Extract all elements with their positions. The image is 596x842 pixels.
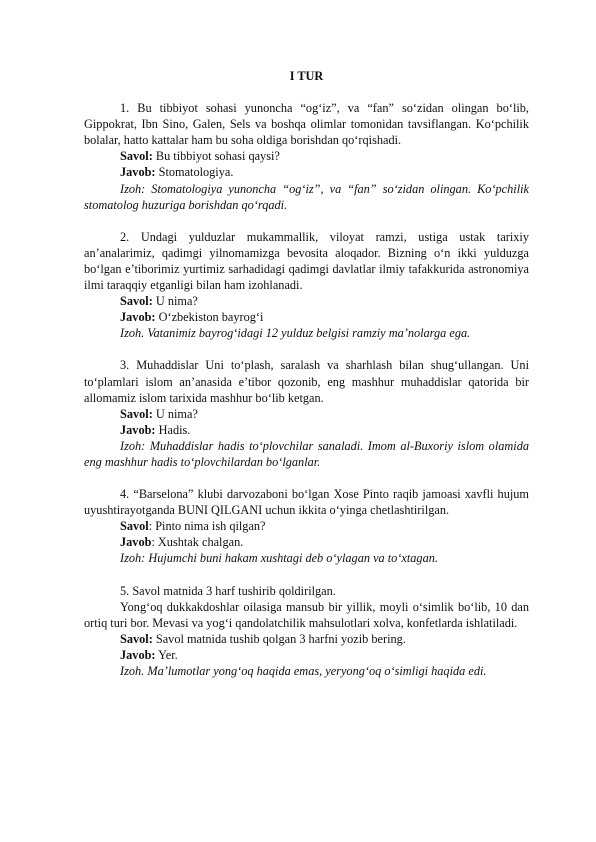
question-number: 4. [120, 487, 130, 502]
izoh-note: Izoh: Hujumchi buni hakam xushtagi deb o‘ylagan va to‘xtagan. [120, 551, 438, 566]
savol-label: Savol: [120, 294, 153, 309]
javob-label: Javob [120, 535, 152, 550]
question-number: 1. [120, 101, 130, 116]
savol-line [84, 148, 529, 164]
question-5 [84, 583, 529, 680]
savol-label: Savol: [120, 406, 153, 421]
question-number: 3. [120, 358, 130, 373]
question-text [84, 583, 529, 599]
javob-text: Stomatologiya. [155, 165, 234, 180]
savol-text: Bu tibbiyot sohasi qaysi? [152, 149, 280, 164]
javob-line [84, 534, 529, 550]
javob-label: Javob: [120, 647, 156, 662]
savol-label: Savol [120, 519, 149, 534]
javob-line [84, 422, 529, 438]
savol-line [84, 631, 529, 647]
savol-label: Savol: [120, 149, 153, 164]
savol-text: Savol matnida tushib qolgan 3 harfni yozib bering. [152, 631, 406, 646]
izoh-note: Izoh. Vatanimiz bayrog‘idagi 12 yulduz belgisi ramziy ma’nolarga ega. [120, 326, 471, 341]
question-body: Muhaddislar Uni to‘plash, saralash va sharhlash bilan shug‘ullangan. Uni to‘plamlari islom an’anasida e’tibor qozonib, eng mashhur muhaddislar qatorida bir allomamiz islom tarixida mashhur bo‘lib ketgan. [84, 358, 529, 405]
question-1 [84, 100, 529, 213]
javob-line [84, 647, 529, 663]
javob-label: Javob: [120, 422, 156, 437]
question-text-2: Yong‘oq dukkakdoshlar oilasiga mansub bir yillik, moyli o‘simlik bo‘lib, 10 dan ortiq turi bor. Mevasi va yog‘i qandolatchilik mahsulotlari xolva, konfetlarda ishlatiladi. [84, 599, 529, 630]
document-page [84, 68, 529, 695]
javob-line [84, 309, 529, 325]
javob-text: O‘zbekiston bayrog‘i [155, 310, 264, 325]
question-body: Savol matnida 3 harf tushirib qoldirilgan. [132, 583, 336, 598]
question-4 [84, 486, 529, 566]
question-number: 2. [120, 229, 130, 244]
savol-text: U nima? [152, 294, 198, 309]
question-body: Bu tibbiyot sohasi yunoncha “og‘iz”, va “fan” so‘zidan olingan bo‘lib, Gippokrat, Ibn Sino, Galen, Sels va boshqa olimlar tomonidan tavsiflangan. Ko‘pchilik bolalar, hatto kattalar ham bu soha oldiga borishdan qo‘rqishadi. [84, 101, 529, 148]
question-text [84, 486, 529, 518]
javob-text: Yer. [155, 647, 178, 662]
izoh-note: Izoh: Muhaddislar hadis to‘plovchilar sanaladi. Imom al-Buxoriy islom olamida eng mashhur hadis to‘plovchilardan bo‘lganlar. [84, 438, 529, 469]
savol-line [84, 518, 529, 534]
page-title: I TUR [289, 69, 324, 83]
savol-line [84, 293, 529, 309]
javob-label: Javob: [120, 310, 156, 325]
javob-text: Hadis. [155, 422, 191, 437]
javob-text: : Xushtak chalgan. [151, 535, 244, 550]
javob-line [84, 164, 529, 180]
question-body: Undagi yulduzlar mukammallik, viloyat ramzi, ustiga ustak tarixiy an’analarimiz, qadimgi yilnomamizga bevosita aloqador. Bizning o‘n ikki yulduzga bo‘lgan e’tiborimiz yurtimiz sarhadidagi qadimgi davlatlar ilmiy tafakkurida astronomiya ilmi taraqqiy etganligi bilan ham izohlanadi. [84, 229, 529, 293]
question-3 [84, 357, 529, 470]
question-text [84, 357, 529, 405]
question-text [84, 229, 529, 293]
question-2 [84, 229, 529, 342]
savol-line [84, 406, 529, 422]
savol-label: Savol: [120, 631, 153, 646]
question-text [84, 100, 529, 148]
izoh-note: Izoh: Stomatologiya yunoncha “og‘iz”, va “fan” so‘zidan olingan. Ko‘pchilik stomatolog huzuriga borishdan qo‘rqadi. [84, 181, 529, 212]
question-number: 5. [120, 583, 130, 598]
question-body: “Barselona” klubi darvozaboni bo‘lgan Xose Pinto raqib jamoasi xavfli hujum uyushtirayotganda BUNI QILGANI uchun ikkita o‘yinga chetlashtirilgan. [84, 487, 529, 518]
savol-text: U nima? [152, 406, 198, 421]
savol-text: : Pinto nima ish qilgan? [148, 519, 266, 534]
javob-label: Javob: [120, 165, 156, 180]
izoh-note: Izoh. Ma’lumotlar yong‘oq haqida emas, yeryong‘oq o‘simligi haqida edi. [120, 664, 487, 678]
